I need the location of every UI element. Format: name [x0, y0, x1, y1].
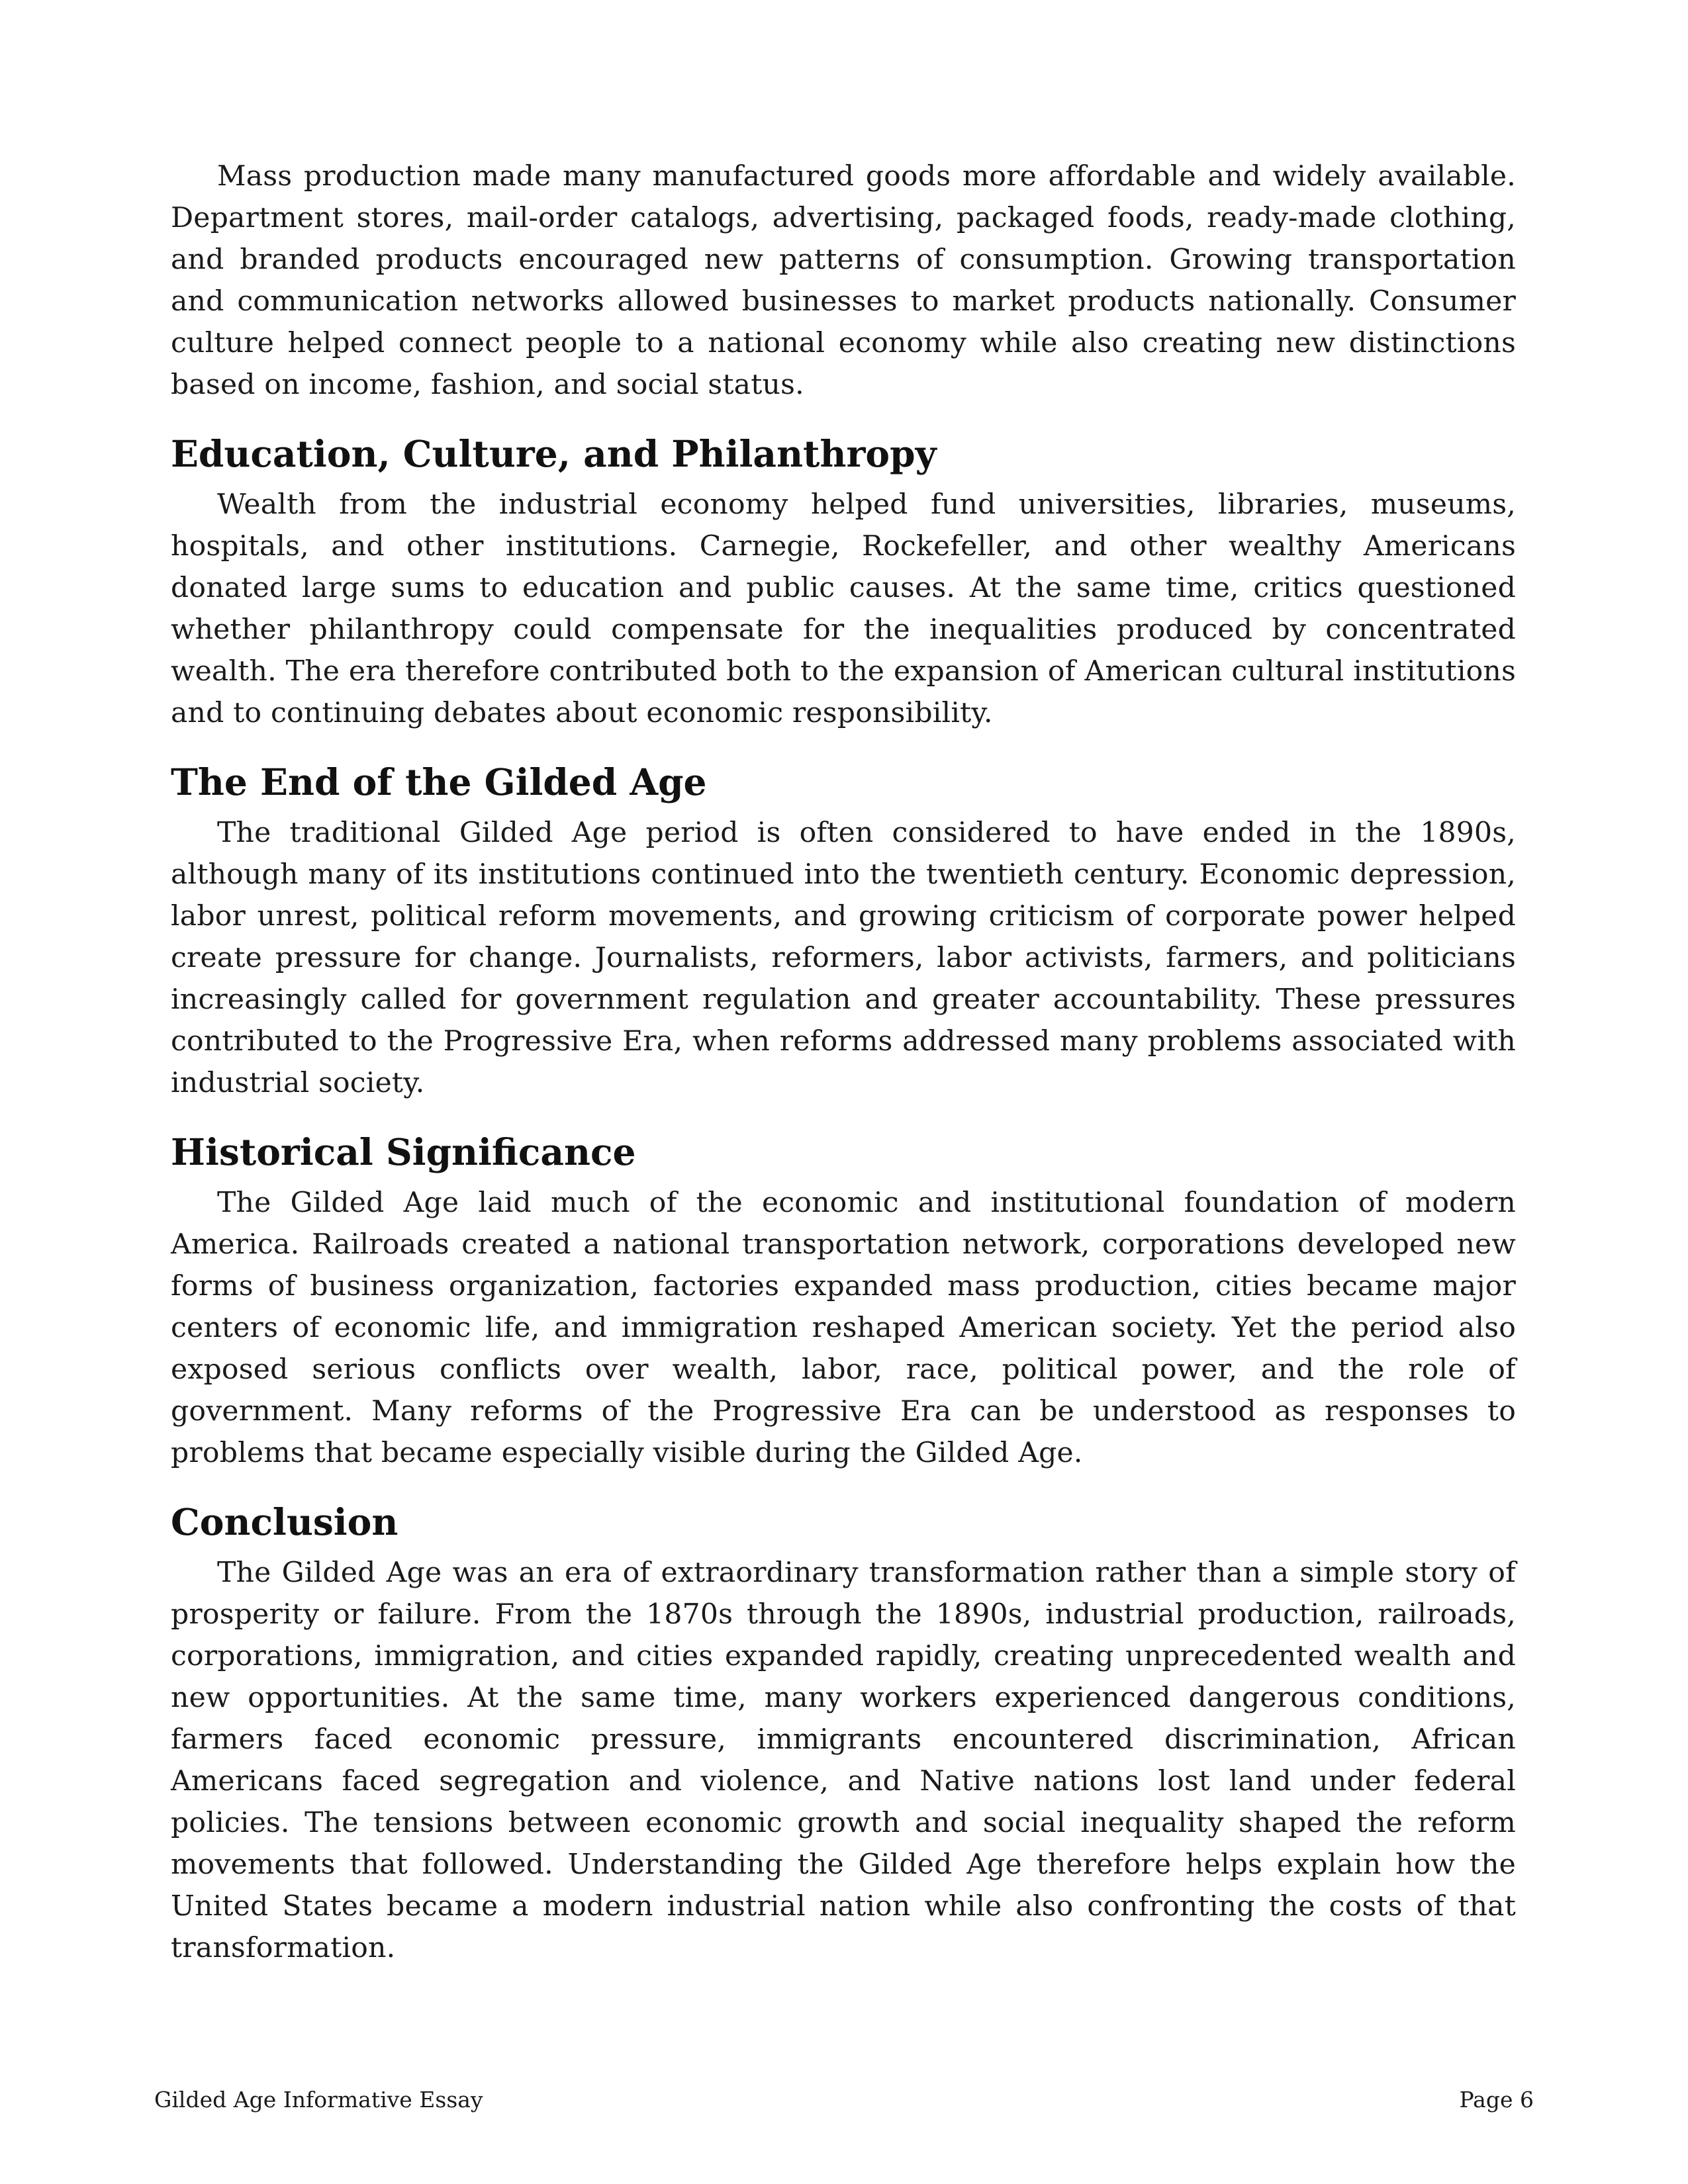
- paragraph-end-of-gilded-age: The traditional Gilded Age period is often considered to have ended in the 1890s, although many of its institutions continued into the twentieth century. Economic depression, labor unrest, political reform movements, and growing criticism of corporate power helped create pressure for change. Journalists, reformers, labor activists, farmers, and politicians increasingly called for government regulation and greater accountability. These pressures contributed to the Progressive Era, when reforms addressed many problems associated with industrial society.: [171, 817, 1516, 1099]
- document-page: [171, 156, 1516, 1969]
- footer-document-title: Gilded Age Informative Essay: [154, 2087, 483, 2113]
- paragraph-education-culture-philanthropy: Wealth from the industrial economy helped fund universities, libraries, museums, hospitals, and other institutions. Carnegie, Rockefeller, and other wealthy Americans donated large sums to education and public causes. At the same time, critics questioned whether philanthropy could compensate for the inequalities produced by concentrated wealth. The era therefore contributed both to the expansion of American cultural institutions and to continuing debates about economic responsibility.: [171, 488, 1516, 729]
- paragraph-historical-significance: The Gilded Age laid much of the economic and institutional foundation of modern America. Railroads created a national transportation network, corporations developed new forms of business organization, factories expanded mass production, cities became major centers of economic life, and immigration reshaped American society. Yet the period also exposed serious conflicts over wealth, labor, race, political power, and the role of government. Many reforms of the Progressive Era can be understood as responses to problems that became especially visible during the Gilded Age.: [171, 1187, 1516, 1469]
- paragraph-conclusion: The Gilded Age was an era of extraordinary transformation rather than a simple story of prosperity or failure. From the 1870s through the 1890s, industrial production, railroads, corporations, immigration, and cities expanded rapidly, creating unprecedented wealth and new opportunities. At the same time, many workers experienced dangerous conditions, farmers faced economic pressure, immigrants encountered discrimination, African Americans faced segregation and violence, and Native nations lost land under federal policies. The tensions between economic growth and social inequality shaped the reform movements that followed. Understanding the Gilded Age therefore helps explain how the United States became a modern industrial nation while also confronting the costs of that transformation.: [171, 1557, 1516, 1964]
- heading-historical-significance: Historical Significance: [171, 1130, 636, 1173]
- paragraph-consumer-culture: Mass production made many manufactured goods more affordable and widely available. Department stores, mail-order catalogs, advertising, packaged foods, ready-made clothing, and branded products encouraged new patterns of consumption. Growing transportation and communication networks allowed businesses to market products nationally. Consumer culture helped connect people to a national economy while also creating new distinctions based on income, fashion, and social status.: [171, 160, 1516, 401]
- footer-page-number: Page 6: [1459, 2087, 1534, 2113]
- heading-end-of-gilded-age: The End of the Gilded Age: [171, 760, 707, 803]
- heading-education-culture-philanthropy: Education, Culture, and Philanthropy: [171, 432, 937, 475]
- heading-conclusion: Conclusion: [171, 1500, 399, 1543]
